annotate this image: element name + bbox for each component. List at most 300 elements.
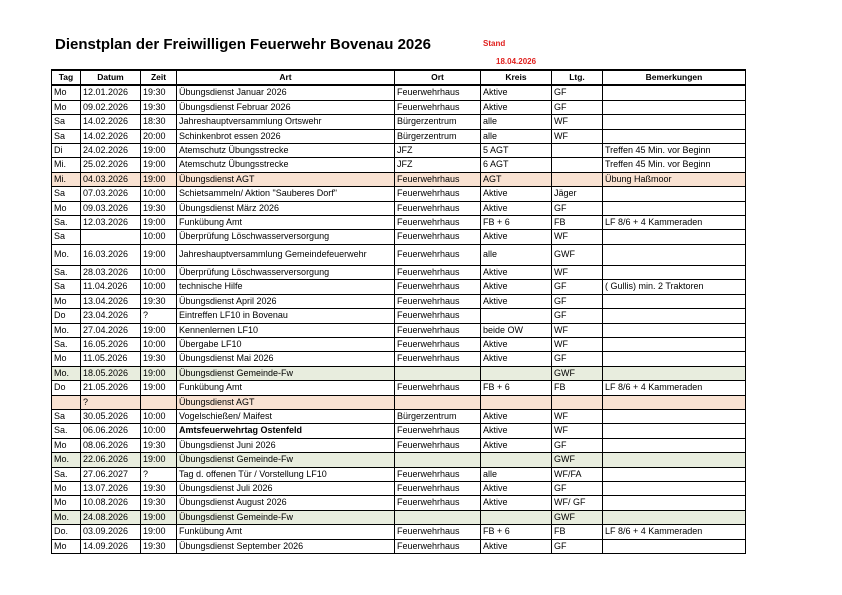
cell-ort: Feuerwehrhaus	[395, 424, 481, 438]
cell-zeit: 10:00	[141, 337, 177, 351]
cell-bem	[603, 453, 746, 467]
cell-datum: 06.06.2026	[81, 424, 141, 438]
cell-zeit: 10:00	[141, 187, 177, 201]
cell-zeit: 19:00	[141, 453, 177, 467]
cell-datum: 14.02.2026	[81, 129, 141, 143]
cell-art: Amtsfeuerwehrtag Ostenfeld	[177, 424, 395, 438]
cell-ort: JFZ	[395, 158, 481, 172]
cell-ort	[395, 453, 481, 467]
table-row	[52, 144, 746, 158]
cell-ort: Feuerwehrhaus	[395, 187, 481, 201]
cell-bem	[603, 467, 746, 481]
column-header-bemerkungen: Bemerkungen	[603, 70, 746, 85]
cell-tag: Mo.	[52, 244, 81, 265]
cell-tag: Do	[52, 309, 81, 323]
cell-ltg	[552, 144, 603, 158]
cell-bem	[603, 201, 746, 215]
column-header-ort: Ort	[395, 70, 481, 85]
cell-ltg: GF	[552, 481, 603, 495]
cell-tag	[52, 395, 81, 409]
cell-datum: 14.02.2026	[81, 115, 141, 129]
cell-tag: Mo	[52, 481, 81, 495]
cell-ort: Feuerwehrhaus	[395, 216, 481, 230]
cell-zeit: 18:30	[141, 115, 177, 129]
cell-ltg	[552, 395, 603, 409]
table-row	[52, 481, 746, 495]
cell-ort: Bürgerzentrum	[395, 409, 481, 423]
cell-kreis: Aktive	[481, 438, 552, 452]
cell-ort: Bürgerzentrum	[395, 129, 481, 143]
cell-ltg: WF	[552, 409, 603, 423]
cell-kreis: 5 AGT	[481, 144, 552, 158]
cell-art: Übungsdienst Gemeinde-Fw	[177, 510, 395, 524]
cell-ltg: WF	[552, 337, 603, 351]
cell-ort: Feuerwehrhaus	[395, 539, 481, 553]
cell-art: Übungsdienst August 2026	[177, 496, 395, 510]
cell-art: Schietsammeln/ Aktion "Sauberes Dorf"	[177, 187, 395, 201]
cell-kreis: alle	[481, 467, 552, 481]
table-row	[52, 409, 746, 423]
cell-bem	[603, 294, 746, 308]
cell-ort: Feuerwehrhaus	[395, 265, 481, 279]
cell-art: Eintreffen LF10 in Bovenau	[177, 309, 395, 323]
cell-art: Atemschutz Übungsstrecke	[177, 144, 395, 158]
table-row	[52, 172, 746, 186]
cell-kreis: FB + 6	[481, 216, 552, 230]
cell-datum: 08.06.2026	[81, 438, 141, 452]
cell-zeit: ?	[141, 467, 177, 481]
cell-tag: Mi.	[52, 158, 81, 172]
cell-zeit: 19:30	[141, 496, 177, 510]
cell-bem	[603, 539, 746, 553]
table-row	[52, 129, 746, 143]
cell-tag: Sa.	[52, 467, 81, 481]
cell-art: Übungsdienst März 2026	[177, 201, 395, 215]
cell-tag: Mo	[52, 201, 81, 215]
cell-kreis: Aktive	[481, 352, 552, 366]
cell-ort: Feuerwehrhaus	[395, 244, 481, 265]
table-row	[52, 539, 746, 553]
table-row	[52, 381, 746, 395]
cell-kreis: Aktive	[481, 409, 552, 423]
cell-bem: Treffen 45 Min. vor Beginn	[603, 158, 746, 172]
cell-bem	[603, 510, 746, 524]
table-row	[52, 294, 746, 308]
cell-datum: 03.09.2026	[81, 525, 141, 539]
cell-ltg: GWF	[552, 510, 603, 524]
cell-bem	[603, 481, 746, 495]
table-row	[52, 187, 746, 201]
cell-bem	[603, 395, 746, 409]
table-row	[52, 115, 746, 129]
cell-tag: Mo	[52, 496, 81, 510]
cell-art: Übungsdienst AGT	[177, 172, 395, 186]
cell-kreis: alle	[481, 244, 552, 265]
cell-bem	[603, 424, 746, 438]
cell-art: Tag d. offenen Tür / Vorstellung LF10	[177, 467, 395, 481]
cell-zeit: 19:00	[141, 366, 177, 380]
cell-kreis: alle	[481, 115, 552, 129]
cell-zeit: 10:00	[141, 409, 177, 423]
cell-tag: Mo	[52, 539, 81, 553]
cell-art: Schinkenbrot essen 2026	[177, 129, 395, 143]
cell-tag: Sa.	[52, 265, 81, 279]
cell-zeit: 19:00	[141, 158, 177, 172]
table-row	[52, 395, 746, 409]
cell-bem	[603, 438, 746, 452]
table-row	[52, 510, 746, 524]
cell-zeit: 19:00	[141, 244, 177, 265]
cell-zeit: 19:00	[141, 172, 177, 186]
cell-zeit: 10:00	[141, 424, 177, 438]
cell-ltg: WF	[552, 424, 603, 438]
cell-datum: 16.03.2026	[81, 244, 141, 265]
cell-art: Übungsdienst Gemeinde-Fw	[177, 366, 395, 380]
cell-zeit: 19:30	[141, 294, 177, 308]
table-row	[52, 280, 746, 294]
cell-kreis: 6 AGT	[481, 158, 552, 172]
cell-bem	[603, 230, 746, 244]
cell-zeit: ?	[141, 309, 177, 323]
cell-tag: Sa.	[52, 424, 81, 438]
column-header-tag: Tag	[52, 70, 81, 85]
table-row	[52, 525, 746, 539]
column-header-datum: Datum	[81, 70, 141, 85]
table-row	[52, 467, 746, 481]
cell-ltg: GF	[552, 100, 603, 114]
cell-ort: Feuerwehrhaus	[395, 294, 481, 308]
table-row	[52, 366, 746, 380]
cell-bem	[603, 309, 746, 323]
cell-kreis: Aktive	[481, 496, 552, 510]
cell-art: Übungsdienst Januar 2026	[177, 85, 395, 100]
column-header-kreis: Kreis	[481, 70, 552, 85]
cell-art: Funkübung Amt	[177, 525, 395, 539]
cell-tag: Sa	[52, 187, 81, 201]
cell-ltg: GF	[552, 352, 603, 366]
table-row	[52, 323, 746, 337]
cell-tag: Sa.	[52, 337, 81, 351]
cell-zeit: 19:30	[141, 352, 177, 366]
cell-kreis: Aktive	[481, 187, 552, 201]
cell-ort: Feuerwehrhaus	[395, 309, 481, 323]
cell-datum: 16.05.2026	[81, 337, 141, 351]
cell-tag: Do	[52, 381, 81, 395]
cell-tag: Sa.	[52, 216, 81, 230]
cell-bem	[603, 100, 746, 114]
cell-datum	[81, 230, 141, 244]
cell-ort: Bürgerzentrum	[395, 115, 481, 129]
cell-bem	[603, 366, 746, 380]
cell-zeit	[141, 395, 177, 409]
cell-kreis: Aktive	[481, 337, 552, 351]
cell-bem	[603, 409, 746, 423]
cell-bem	[603, 265, 746, 279]
cell-tag: Mo	[52, 294, 81, 308]
table-row	[52, 424, 746, 438]
cell-tag: Sa	[52, 280, 81, 294]
schedule-rows	[52, 85, 746, 553]
cell-bem	[603, 115, 746, 129]
cell-ltg: GF	[552, 294, 603, 308]
cell-tag: Mo.	[52, 510, 81, 524]
cell-zeit: 19:30	[141, 100, 177, 114]
cell-tag: Di	[52, 144, 81, 158]
cell-art: Übungsdienst September 2026	[177, 539, 395, 553]
cell-bem	[603, 85, 746, 100]
cell-ltg: WF	[552, 115, 603, 129]
cell-tag: Do.	[52, 525, 81, 539]
cell-kreis: Aktive	[481, 201, 552, 215]
cell-tag: Mo	[52, 85, 81, 100]
cell-ort: Feuerwehrhaus	[395, 201, 481, 215]
cell-zeit: 19:00	[141, 525, 177, 539]
cell-art: Kennenlernen LF10	[177, 323, 395, 337]
cell-art: Übungsdienst April 2026	[177, 294, 395, 308]
cell-zeit: 20:00	[141, 129, 177, 143]
cell-art: Übungsdienst Februar 2026	[177, 100, 395, 114]
cell-datum: 11.05.2026	[81, 352, 141, 366]
table-row	[52, 309, 746, 323]
cell-zeit: 19:00	[141, 381, 177, 395]
cell-kreis: Aktive	[481, 85, 552, 100]
cell-tag: Mo.	[52, 366, 81, 380]
cell-bem	[603, 337, 746, 351]
cell-datum: 13.04.2026	[81, 294, 141, 308]
cell-ltg: GF	[552, 309, 603, 323]
cell-ltg: GF	[552, 539, 603, 553]
cell-tag: Sa	[52, 129, 81, 143]
cell-datum: 22.06.2026	[81, 453, 141, 467]
cell-kreis	[481, 366, 552, 380]
cell-kreis: Aktive	[481, 280, 552, 294]
cell-ltg: GF	[552, 85, 603, 100]
table-row	[52, 201, 746, 215]
cell-datum: 10.08.2026	[81, 496, 141, 510]
cell-bem	[603, 496, 746, 510]
cell-datum: 04.03.2026	[81, 172, 141, 186]
cell-datum: 21.05.2026	[81, 381, 141, 395]
cell-bem: LF 8/6 + 4 Kammeraden	[603, 381, 746, 395]
cell-datum: 24.08.2026	[81, 510, 141, 524]
cell-art: Überprüfung Löschwasserversorgung	[177, 230, 395, 244]
cell-art: Vogelschießen/ Maifest	[177, 409, 395, 423]
cell-ltg: GWF	[552, 453, 603, 467]
cell-zeit: 19:00	[141, 216, 177, 230]
cell-art: technische Hilfe	[177, 280, 395, 294]
cell-zeit: 19:30	[141, 481, 177, 495]
cell-zeit: 19:00	[141, 323, 177, 337]
cell-ltg: GF	[552, 438, 603, 452]
page-title: Dienstplan der Freiwilligen Feuerwehr Bovenau 2026	[55, 36, 431, 53]
cell-ltg: FB	[552, 525, 603, 539]
cell-ort: Feuerwehrhaus	[395, 381, 481, 395]
cell-kreis: Aktive	[481, 265, 552, 279]
cell-bem: LF 8/6 + 4 Kammeraden	[603, 525, 746, 539]
cell-kreis: Aktive	[481, 481, 552, 495]
cell-bem	[603, 244, 746, 265]
cell-tag: Mo	[52, 100, 81, 114]
cell-datum: 13.07.2026	[81, 481, 141, 495]
cell-kreis: Aktive	[481, 539, 552, 553]
table-row	[52, 453, 746, 467]
cell-ort: Feuerwehrhaus	[395, 481, 481, 495]
cell-datum: 28.03.2026	[81, 265, 141, 279]
cell-ort: Feuerwehrhaus	[395, 496, 481, 510]
cell-zeit: 19:30	[141, 438, 177, 452]
cell-kreis: AGT	[481, 172, 552, 186]
cell-ort: Feuerwehrhaus	[395, 323, 481, 337]
cell-zeit: 19:30	[141, 201, 177, 215]
cell-art: Übergabe LF10	[177, 337, 395, 351]
cell-bem: LF 8/6 + 4 Kammeraden	[603, 216, 746, 230]
cell-kreis	[481, 309, 552, 323]
cell-datum: 25.02.2026	[81, 158, 141, 172]
cell-kreis: Aktive	[481, 294, 552, 308]
stand-label: Stand	[483, 39, 506, 48]
cell-ort: Feuerwehrhaus	[395, 467, 481, 481]
table-row	[52, 265, 746, 279]
cell-bem: Treffen 45 Min. vor Beginn	[603, 144, 746, 158]
cell-datum: 18.05.2026	[81, 366, 141, 380]
cell-datum: 07.03.2026	[81, 187, 141, 201]
cell-art: Funkübung Amt	[177, 216, 395, 230]
cell-art: Übungsdienst Gemeinde-Fw	[177, 453, 395, 467]
cell-datum: 09.03.2026	[81, 201, 141, 215]
cell-ort	[395, 366, 481, 380]
table-row	[52, 496, 746, 510]
cell-ltg: GWF	[552, 366, 603, 380]
cell-art: Funkübung Amt	[177, 381, 395, 395]
cell-datum: 09.02.2026	[81, 100, 141, 114]
cell-zeit: 19:00	[141, 144, 177, 158]
cell-art: Atemschutz Übungsstrecke	[177, 158, 395, 172]
cell-kreis: FB + 6	[481, 381, 552, 395]
table-row	[52, 158, 746, 172]
cell-kreis: alle	[481, 129, 552, 143]
cell-ort	[395, 510, 481, 524]
cell-ltg: FB	[552, 381, 603, 395]
cell-ort: Feuerwehrhaus	[395, 438, 481, 452]
stand-date: 18.04.2026	[496, 57, 537, 66]
table-row	[52, 438, 746, 452]
cell-ort: Feuerwehrhaus	[395, 525, 481, 539]
cell-art: Überprüfung Löschwasserversorgung	[177, 265, 395, 279]
cell-kreis	[481, 510, 552, 524]
cell-ltg: WF	[552, 230, 603, 244]
cell-ort: Feuerwehrhaus	[395, 85, 481, 100]
cell-ort: Feuerwehrhaus	[395, 230, 481, 244]
cell-bem	[603, 352, 746, 366]
cell-ltg: GF	[552, 201, 603, 215]
cell-kreis: Aktive	[481, 230, 552, 244]
cell-bem	[603, 129, 746, 143]
column-header-ltg: Ltg.	[552, 70, 603, 85]
cell-tag: Mi.	[52, 172, 81, 186]
cell-bem: Übung Haßmoor	[603, 172, 746, 186]
cell-ltg	[552, 172, 603, 186]
column-header-art: Art	[177, 70, 395, 85]
cell-tag: Sa	[52, 230, 81, 244]
cell-datum: 12.01.2026	[81, 85, 141, 100]
cell-ltg: GF	[552, 280, 603, 294]
cell-art: Jahreshauptversammlung Ortswehr	[177, 115, 395, 129]
cell-zeit: 19:30	[141, 539, 177, 553]
table-header-row	[52, 70, 746, 85]
cell-ltg: WF/ GF	[552, 496, 603, 510]
table-row	[52, 244, 746, 265]
table-row	[52, 230, 746, 244]
cell-ltg: WF	[552, 265, 603, 279]
cell-tag: Mo.	[52, 323, 81, 337]
table-row	[52, 85, 746, 100]
cell-art: Übungsdienst AGT	[177, 395, 395, 409]
cell-datum: 27.06.2027	[81, 467, 141, 481]
cell-zeit: 19:00	[141, 510, 177, 524]
cell-ort: Feuerwehrhaus	[395, 352, 481, 366]
cell-ltg: Jäger	[552, 187, 603, 201]
cell-art: Übungsdienst Juli 2026	[177, 481, 395, 495]
cell-art: Übungsdienst Mai 2026	[177, 352, 395, 366]
table-row	[52, 216, 746, 230]
table-row	[52, 352, 746, 366]
cell-datum: 14.09.2026	[81, 539, 141, 553]
cell-ltg: GWF	[552, 244, 603, 265]
cell-tag: Sa	[52, 115, 81, 129]
schedule-table	[51, 69, 746, 554]
cell-ort: Feuerwehrhaus	[395, 337, 481, 351]
cell-datum: 27.04.2026	[81, 323, 141, 337]
cell-ltg: WF	[552, 323, 603, 337]
cell-datum: 12.03.2026	[81, 216, 141, 230]
cell-ort: Feuerwehrhaus	[395, 100, 481, 114]
cell-kreis	[481, 453, 552, 467]
cell-zeit: 10:00	[141, 280, 177, 294]
cell-kreis: FB + 6	[481, 525, 552, 539]
cell-bem: ( Gullis) min. 2 Traktoren	[603, 280, 746, 294]
cell-ltg: WF/FA	[552, 467, 603, 481]
cell-tag: Mo	[52, 352, 81, 366]
table-row	[52, 100, 746, 114]
cell-ort	[395, 395, 481, 409]
cell-tag: Sa	[52, 409, 81, 423]
column-header-zeit: Zeit	[141, 70, 177, 85]
cell-ltg: FB	[552, 216, 603, 230]
cell-ltg	[552, 158, 603, 172]
cell-datum: 30.05.2026	[81, 409, 141, 423]
cell-zeit: 19:30	[141, 85, 177, 100]
cell-tag: Mo	[52, 438, 81, 452]
cell-kreis: beide OW	[481, 323, 552, 337]
cell-ort: JFZ	[395, 144, 481, 158]
table-row	[52, 337, 746, 351]
cell-tag: Mo.	[52, 453, 81, 467]
cell-bem	[603, 187, 746, 201]
cell-kreis: Aktive	[481, 424, 552, 438]
cell-ort: Feuerwehrhaus	[395, 280, 481, 294]
cell-kreis: Aktive	[481, 100, 552, 114]
cell-ltg: WF	[552, 129, 603, 143]
cell-datum: 24.02.2026	[81, 144, 141, 158]
cell-bem	[603, 323, 746, 337]
cell-art: Übungsdienst Juni 2026	[177, 438, 395, 452]
cell-kreis	[481, 395, 552, 409]
cell-datum: 23.04.2026	[81, 309, 141, 323]
cell-datum: ?	[81, 395, 141, 409]
cell-zeit: 10:00	[141, 230, 177, 244]
cell-art: Jahreshauptversammlung Gemeindefeuerwehr	[177, 244, 395, 265]
cell-datum: 11.04.2026	[81, 280, 141, 294]
